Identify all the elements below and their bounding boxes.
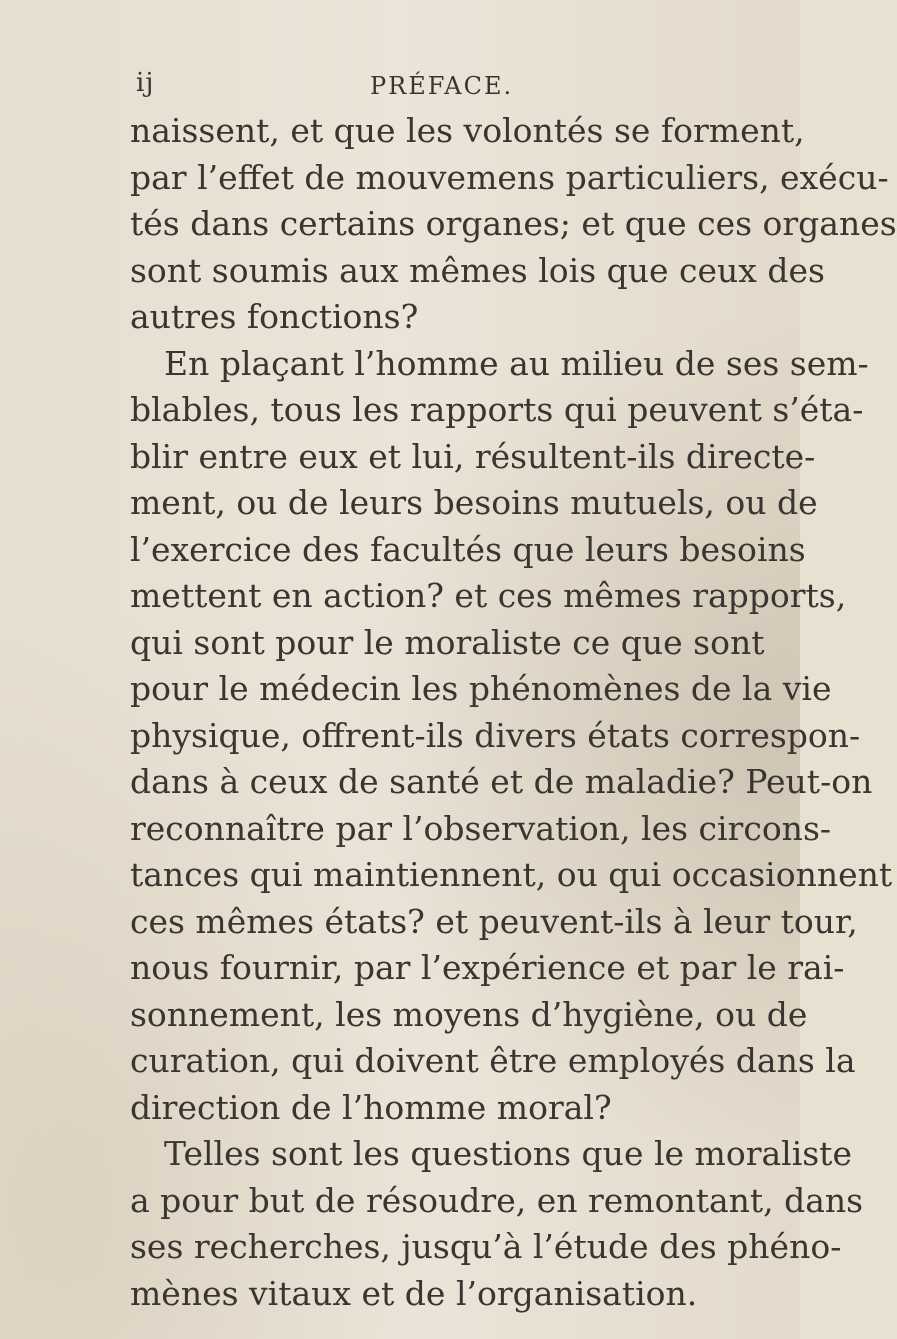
text-line: Telles sont les questions que le moraliste (164, 1134, 852, 1173)
text-line: reconnaître par l’observation, les circons- (130, 808, 832, 848)
page-number: ij (136, 68, 155, 98)
text-line: autres fonctions? (130, 297, 419, 336)
running-title: PRÉFACE. (370, 72, 514, 100)
text-line: direction de l’homme moral? (130, 1087, 612, 1127)
text-line: l’exercice des facultés que leurs besoins (130, 529, 806, 569)
text-line: tances qui maintiennent, ou qui occasionnent (130, 855, 893, 894)
text-line: mènes vitaux et de l’organisation. (130, 1273, 698, 1313)
text-line: ses recherches, jusqu’à l’étude des phéno- (130, 1227, 842, 1266)
text-line: a pour but de résoudre, en remontant, dans (130, 1180, 864, 1220)
text-line: ment, ou de leurs besoins mutuels, ou de (130, 483, 818, 522)
text-line: sonnement, les moyens d’hygiène, ou de (130, 994, 808, 1034)
text-line: nous fournir, par l’expérience et par le rai- (130, 948, 845, 987)
text-line: naissent, et que les volontés se forment, (130, 111, 805, 150)
text-line: pour le médecin les phénomènes de la vie (130, 669, 832, 708)
text-line: En plaçant l’homme au milieu de ses sem- (164, 343, 869, 383)
text-line: tés dans certains organes; et que ces organes (130, 204, 897, 243)
text-line: mettent en action? et ces mêmes rapports, (130, 576, 847, 615)
text-line: blir entre eux et lui, résultent-ils directe- (130, 436, 816, 476)
text-line: dans à ceux de santé et de maladie? Peut-on (130, 762, 873, 801)
running-head (136, 64, 696, 104)
body-text (130, 108, 897, 1317)
text-line: blables, tous les rapports qui peuvent s’éta- (130, 390, 864, 429)
text-line: ces mêmes états? et peuvent-ils à leur tour, (130, 901, 858, 941)
text-line: physique, offrent-ils divers états correspon- (130, 715, 861, 755)
text-line: par l’effet de mouvemens particuliers, exécu- (130, 157, 889, 197)
text-line: sont soumis aux mêmes lois que ceux des (130, 250, 825, 290)
text-line: curation, qui doivent être employés dans la (130, 1041, 856, 1080)
text-line: qui sont pour le moraliste ce que sont (130, 622, 765, 662)
